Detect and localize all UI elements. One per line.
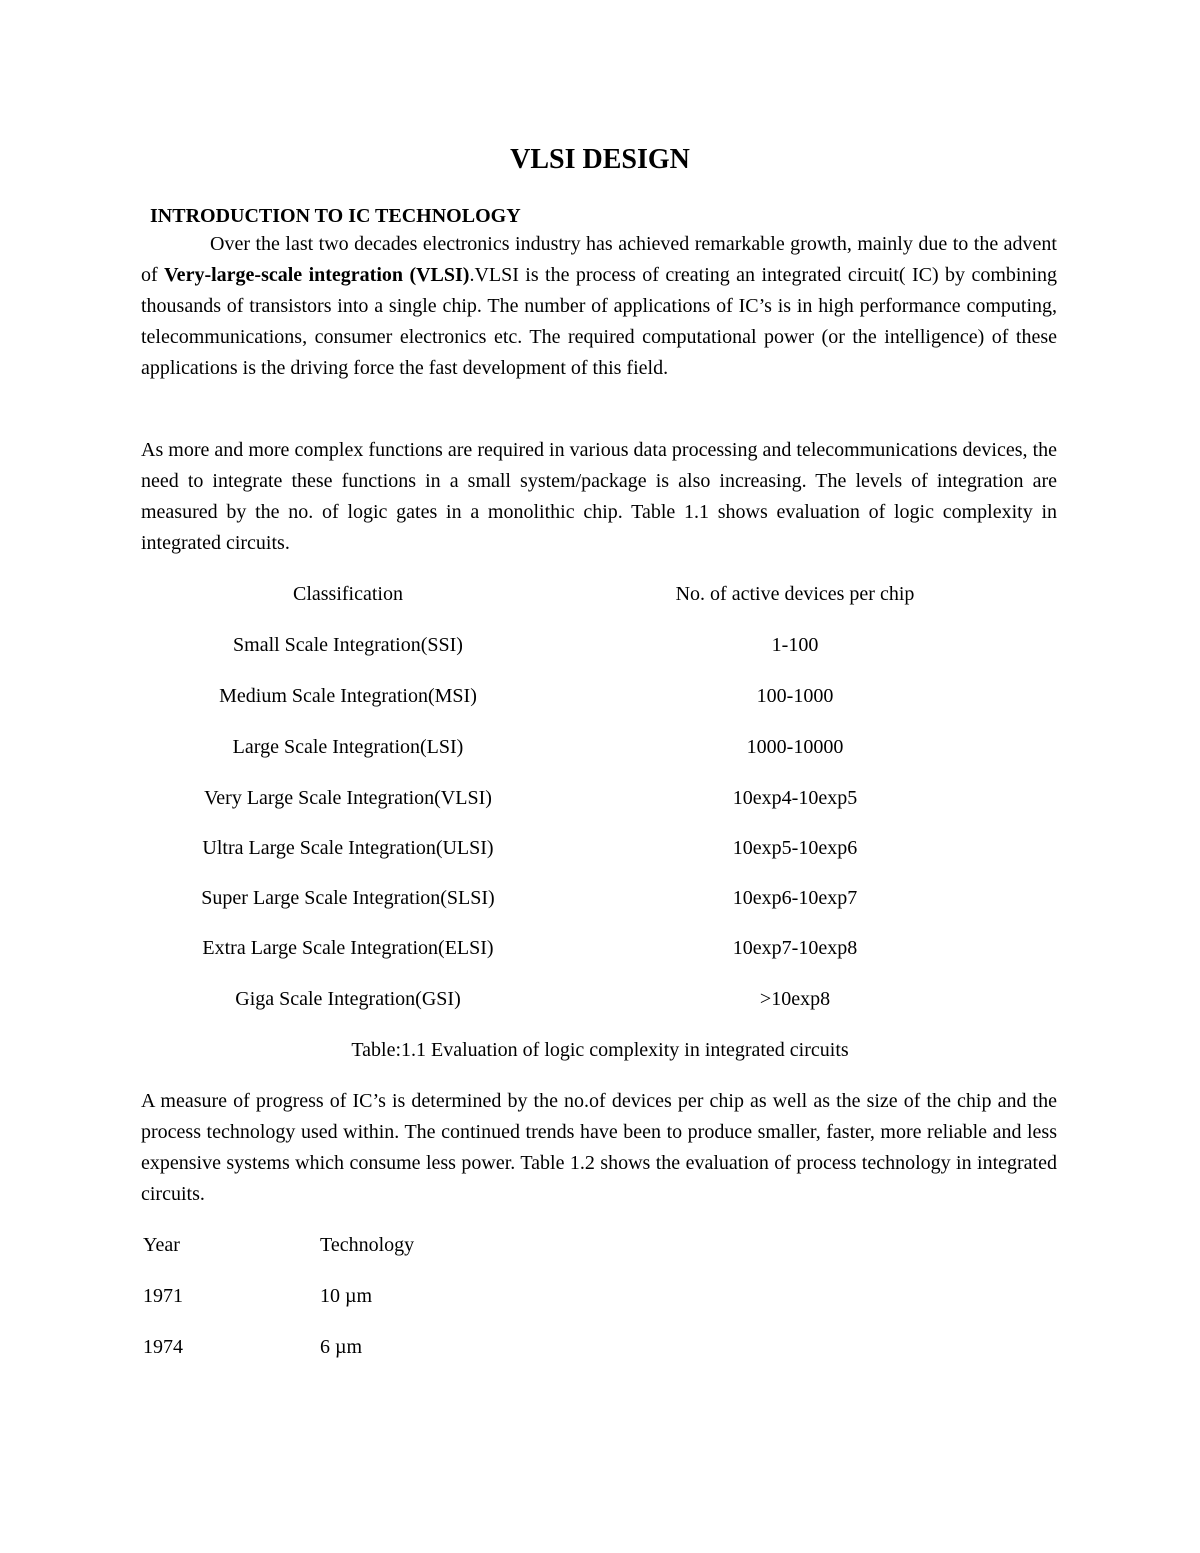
table-cell-devices: 10exp4-10exp5	[732, 787, 858, 809]
section-heading: INTRODUCTION TO IC TECHNOLOGY	[150, 205, 521, 227]
intro-text-end: .VLSI is the process of creating an integrated circuit( IC) by combining thousands of transistors into a single chip. The number of applications of IC’s is in high performance computing, telecommunications, consumer electronics etc. The required computational power (or the intelligence) of these applications is the driving force the fast development of this field.	[141, 264, 1057, 379]
table-cell-classification: Medium Scale Integration(MSI)	[219, 685, 477, 707]
table-cell-year: 1971	[143, 1285, 183, 1307]
table-cell-devices: 10exp5-10exp6	[732, 837, 858, 859]
table-cell-classification: Small Scale Integration(SSI)	[233, 634, 463, 656]
table-cell-devices: 1000-10000	[746, 736, 844, 758]
table-cell-classification: Ultra Large Scale Integration(ULSI)	[202, 837, 494, 859]
table-cell-classification: Very Large Scale Integration(VLSI)	[204, 787, 492, 809]
table-cell-classification: Extra Large Scale Integration(ELSI)	[202, 937, 494, 959]
table-row	[0, 1331, 1200, 1363]
table-row	[0, 882, 1200, 914]
intro-text-start: Over the last two decades electronics industry has achieved remarkable growth, mainly due to the advent of	[141, 233, 1057, 286]
page-title: VLSI DESIGN	[510, 144, 690, 175]
table-row	[0, 680, 1200, 712]
integration-paragraph: As more and more complex functions are required in various data processing and telecommunications devices, the need to integrate these functions in a small system/package is also increasing. The levels of integration are measured by the no. of logic gates in a monolithic chip. Table 1.1 shows evaluation of logic complexity in integrated circuits.	[141, 439, 1057, 554]
table-header-year: Year	[143, 1234, 180, 1256]
table-row	[0, 782, 1200, 814]
table-row	[0, 932, 1200, 964]
table-cell-classification: Giga Scale Integration(GSI)	[235, 988, 461, 1010]
table-header-row	[0, 1229, 1200, 1261]
table-cell-technology: 6 µm	[320, 1336, 363, 1358]
intro-paragraph	[141, 229, 1057, 384]
table-header-devices: No. of active devices per chip	[675, 583, 915, 605]
intro-bold-abbrev: (VLSI)	[409, 264, 470, 286]
table-row	[0, 731, 1200, 763]
table-cell-year: 1974	[143, 1336, 183, 1358]
table-row	[0, 1280, 1200, 1312]
table-header-row	[0, 578, 1200, 610]
table-cell-devices: >10exp8	[759, 988, 831, 1010]
table-cell-classification: Large Scale Integration(LSI)	[232, 736, 464, 758]
progress-paragraph: A measure of progress of IC’s is determined by the no.of devices per chip as well as the size of the chip and the process technology used within. The continued trends have been to produce smaller, faster, more reliable and less expensive systems which consume less power. Table 1.2 shows the evaluation of process technology in integrated circuits.	[141, 1090, 1057, 1205]
table-cell-devices: 1-100	[771, 634, 819, 656]
table-cell-classification: Super Large Scale Integration(SLSI)	[201, 887, 495, 909]
table-header-classification: Classification	[293, 583, 403, 605]
table-row	[0, 832, 1200, 864]
table-cell-devices: 10exp6-10exp7	[732, 887, 858, 909]
table-row	[0, 983, 1200, 1015]
table-header-technology: Technology	[320, 1234, 415, 1256]
table-caption: Table:1.1 Evaluation of logic complexity in integrated circuits	[351, 1039, 849, 1061]
table-cell-technology: 10 µm	[320, 1285, 373, 1307]
table-cell-devices: 100-1000	[756, 685, 834, 707]
table-cell-devices: 10exp7-10exp8	[732, 937, 858, 959]
table-row	[0, 629, 1200, 661]
intro-bold-term: Very-large-scale integration	[164, 264, 404, 286]
